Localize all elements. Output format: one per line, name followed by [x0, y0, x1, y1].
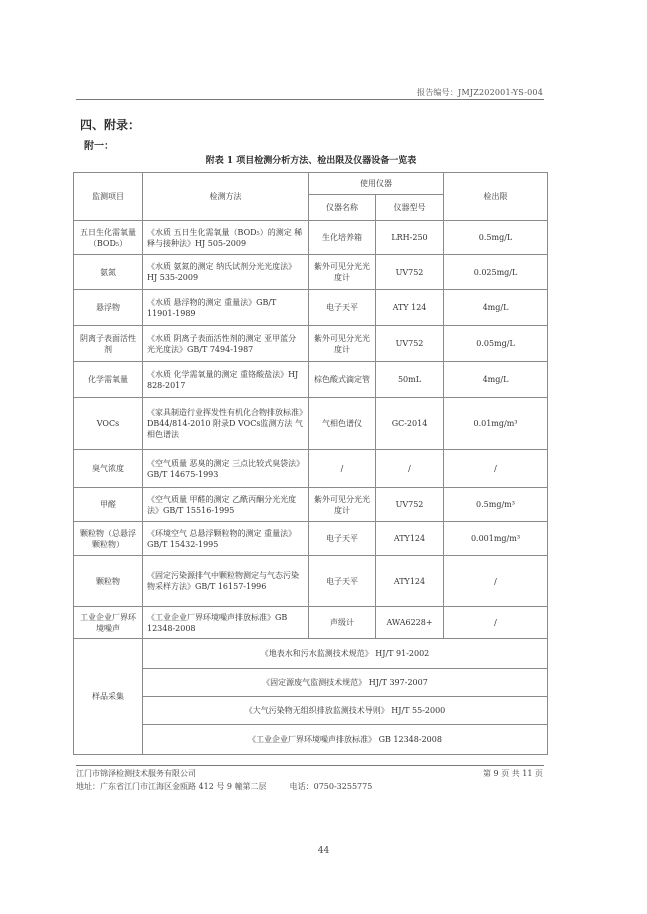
table-row — [74, 556, 548, 607]
sampling-standard: 《大气污染物无组织排放监测技术导则》 HJ/T 55-2000 — [143, 697, 548, 725]
row-item: 氨氮 — [74, 255, 143, 290]
row-item: 五日生化需氧量（BOD₅） — [74, 221, 143, 255]
sampling-row — [74, 669, 548, 697]
header-item: 监测项目 — [74, 173, 143, 221]
footer-company: 江门市锦泽检测技术服务有限公司 — [76, 769, 196, 778]
table-caption: 附表 1 项目检测分析方法、检出限及仪器设备一览表 — [205, 156, 417, 166]
row-limit: 0.01mg/m³ — [444, 398, 548, 450]
row-limit: 4mg/L — [444, 362, 548, 398]
footer-rule — [76, 765, 544, 766]
report-number: 报告编号：JMJZ202001-YS-004 — [417, 88, 543, 97]
row-method: 《环境空气 总悬浮颗粒物的测定 重量法》GB/T 15432-1995 — [143, 522, 309, 556]
header-detection-limit: 检出限 — [444, 173, 548, 221]
row-item: 甲醛 — [74, 488, 143, 522]
row-model: ATY124 — [376, 522, 444, 556]
header-instrument-model: 仪器型号 — [376, 195, 444, 221]
row-item: VOCs — [74, 398, 143, 450]
table-row — [74, 522, 548, 556]
row-model: LRH-250 — [376, 221, 444, 255]
row-instrument: 电子天平 — [309, 556, 376, 607]
row-limit: 0.025mg/L — [444, 255, 548, 290]
sampling-standard: 《固定源废气监测技术规范》 HJ/T 397-2007 — [143, 669, 548, 697]
sampling-standard: 《工业企业厂界环境噪声排放标准》 GB 12348-2008 — [143, 725, 548, 755]
row-item: 化学需氧量 — [74, 362, 143, 398]
sub-title: 附一： — [84, 141, 114, 152]
row-instrument: 电子天平 — [309, 290, 376, 326]
row-method: 《水质 五日生化需氧量（BOD₅）的测定 稀释与接种法》HJ 505-2009 — [143, 221, 309, 255]
table-row — [74, 255, 548, 290]
sampling-row — [74, 697, 548, 725]
row-item: 臭气浓度 — [74, 450, 143, 488]
footer-address: 地址：广东省江门市江海区金瓯路 412 号 9 幢第二层 — [76, 782, 267, 791]
row-limit: / — [444, 450, 548, 488]
row-method: 《家具制造行业挥发性有机化合物排放标准》DB44/814-2010 附录D VOCs监测方法 气相色谱法 — [143, 398, 309, 450]
row-model: ATY124 — [376, 556, 444, 607]
row-model: UV752 — [376, 326, 444, 362]
row-limit: 0.001mg/m³ — [444, 522, 548, 556]
row-method: 《固定污染源排气中颗粒物测定与气态污染物采样方法》GB/T 16157-1996 — [143, 556, 309, 607]
table-row — [74, 398, 548, 450]
row-method: 《空气质量 恶臭的测定 三点比较式臭袋法》GB/T 14675-1993 — [143, 450, 309, 488]
row-limit: 4mg/L — [444, 290, 548, 326]
footer-page-info: 第 9 页 共 11 页 — [483, 769, 543, 778]
row-model: ATY 124 — [376, 290, 444, 326]
header-method: 检测方法 — [143, 173, 309, 221]
row-instrument: 紫外可见分光光度计 — [309, 488, 376, 522]
row-limit: / — [444, 607, 548, 639]
row-instrument: 生化培养箱 — [309, 221, 376, 255]
row-limit: 0.5mg/m³ — [444, 488, 548, 522]
table-row — [74, 450, 548, 488]
row-model: UV752 — [376, 488, 444, 522]
row-method: 《水质 化学需氧量的测定 重铬酸盐法》HJ 828-2017 — [143, 362, 309, 398]
sampling-row — [74, 639, 548, 669]
row-instrument: 气相色谱仪 — [309, 398, 376, 450]
table-row — [74, 326, 548, 362]
row-item: 颗粒物 — [74, 556, 143, 607]
row-method: 《水质 悬浮物的测定 重量法》GB/T 11901-1989 — [143, 290, 309, 326]
footer-contact — [76, 781, 372, 792]
row-instrument: 紫外可见分光光度计 — [309, 255, 376, 290]
row-method: 《水质 氨氮的测定 纳氏试剂分光光度法》HJ 535-2009 — [143, 255, 309, 290]
row-model: / — [376, 450, 444, 488]
row-model: GC-2014 — [376, 398, 444, 450]
page-number: 44 — [317, 846, 330, 856]
row-instrument: 声级计 — [309, 607, 376, 639]
header-instrument-name: 仪器名称 — [309, 195, 376, 221]
row-item: 工业企业厂界环境噪声 — [74, 607, 143, 639]
row-method: 《空气质量 甲醛的测定 乙酰丙酮分光光度法》GB/T 15516-1995 — [143, 488, 309, 522]
table-row — [74, 607, 548, 639]
sampling-row — [74, 725, 548, 755]
row-instrument: / — [309, 450, 376, 488]
header-rule — [76, 99, 544, 100]
section-title: 四、附录： — [80, 118, 141, 132]
table-row — [74, 290, 548, 326]
row-instrument: 棕色酸式滴定管 — [309, 362, 376, 398]
row-limit: 0.5mg/L — [444, 221, 548, 255]
footer-phone: 电话：0750-3255775 — [289, 782, 373, 791]
header-instrument-group: 使用仪器 — [309, 173, 444, 195]
row-method: 《工业企业厂界环境噪声排放标准》GB 12348-2008 — [143, 607, 309, 639]
row-instrument: 紫外可见分光光度计 — [309, 326, 376, 362]
table-row — [74, 488, 548, 522]
table-row — [74, 221, 548, 255]
sampling-item: 样品采集 — [74, 639, 143, 755]
row-limit: 0.05mg/L — [444, 326, 548, 362]
row-model: AWA6228+ — [376, 607, 444, 639]
row-item: 悬浮物 — [74, 290, 143, 326]
methods-table — [73, 172, 548, 755]
row-item: 阴离子表面活性剂 — [74, 326, 143, 362]
sampling-standard: 《地表水和污水监测技术规范》 HJ/T 91-2002 — [143, 639, 548, 669]
row-item: 颗粒物（总悬浮颗粒物） — [74, 522, 143, 556]
row-model: UV752 — [376, 255, 444, 290]
row-instrument: 电子天平 — [309, 522, 376, 556]
table-row — [74, 362, 548, 398]
row-method: 《水质 阴离子表面活性剂的测定 亚甲蓝分光光度法》GB/T 7494-1987 — [143, 326, 309, 362]
row-limit: / — [444, 556, 548, 607]
row-model: 50mL — [376, 362, 444, 398]
